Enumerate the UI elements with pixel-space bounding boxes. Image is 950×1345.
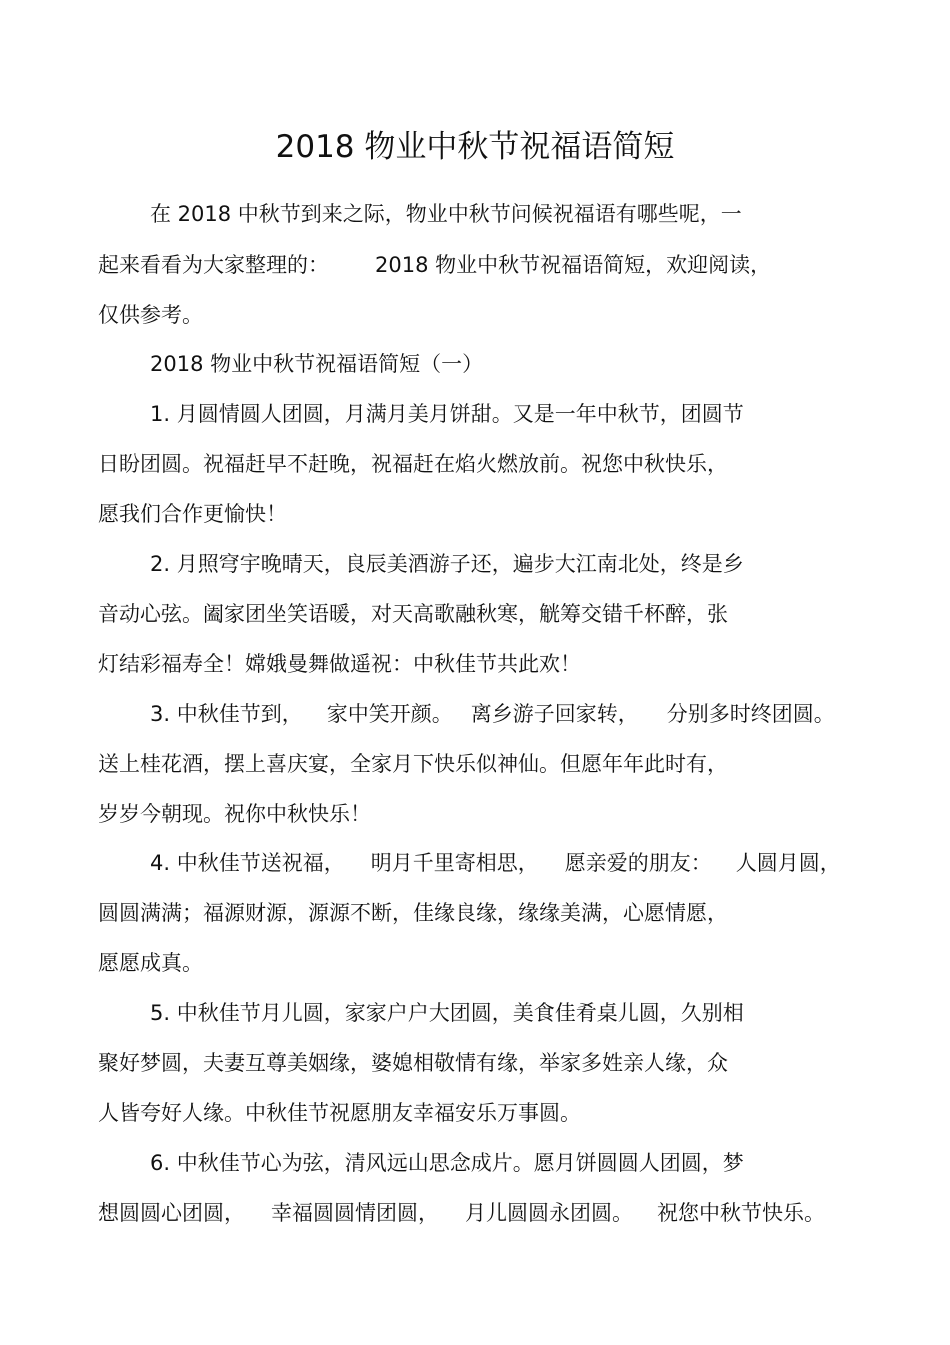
- paragraph-line: 日盼团圆。祝福赶早不赶晚，祝福赶在焰火燃放前。祝您中秋快乐，: [98, 452, 728, 476]
- text-segment: 3. 中秋佳节到，: [150, 702, 303, 726]
- text-segment: 幸福圆圆情团圆，: [271, 1201, 439, 1225]
- paragraph-line: 愿我们合作更愉快！: [98, 502, 287, 526]
- paragraph-line: 音动心弦。阖家团坐笑语暖，对天高歌融秋寒，觥筹交错千杯醉，张: [98, 602, 728, 626]
- text-segment: 祝您中秋节快乐。: [657, 1201, 825, 1225]
- text-segment: 愿亲爱的朋友：: [564, 851, 712, 875]
- paragraph-line: 圆圆满满；福源财源，源源不断，佳缘良缘，缘缘美满，心愿情愿，: [98, 901, 728, 925]
- text-segment: 家中笑开颜。: [326, 702, 453, 726]
- text-segment: 2018 物业中秋节祝福语简短，欢迎阅读，: [375, 253, 772, 277]
- paragraph-line: 愿愿成真。: [98, 951, 203, 975]
- paragraph-line: [98, 1198, 825, 1228]
- paragraph-line: 灯结彩福寿全！嫦娥曼舞做遥祝：中秋佳节共此欢！: [98, 652, 581, 676]
- paragraph-line: 岁岁今朝现。祝你中秋快乐！: [98, 802, 371, 826]
- paragraph-line: 5. 中秋佳节月儿圆，家家户户大团圆，美食佳肴桌儿圆，久别相: [150, 1001, 744, 1025]
- paragraph-line: 聚好梦圆，夫妻互尊美姻缘，婆媳相敬情有缘，举家多姓亲人缘，众: [98, 1051, 728, 1075]
- paragraph-line: [150, 699, 835, 729]
- text-segment: 离乡游子回家转，: [470, 702, 639, 726]
- paragraph-line: 仅供参考。: [98, 303, 203, 327]
- text-segment: 想圆圆心团圆，: [98, 1201, 245, 1225]
- paragraph-line: 送上桂花酒，摆上喜庆宴，全家月下快乐似神仙。但愿年年此时有，: [98, 752, 728, 776]
- text-segment: 明月千里寄相思，: [370, 851, 539, 875]
- text-segment: 月儿圆圆永团圆。: [465, 1201, 633, 1225]
- paragraph-line: 人皆夸好人缘。中秋佳节祝愿朋友幸福安乐万事圆。: [98, 1101, 581, 1125]
- paragraph-line: [98, 250, 771, 280]
- document-title: 2018 物业中秋节祝福语简短: [275, 129, 675, 165]
- paragraph-line: 2. 月照穹宇晚晴天，良辰美酒游子还，遍步大江南北处，终是乡: [150, 552, 744, 576]
- paragraph-line: [150, 848, 841, 878]
- text-segment: 分别多时终团圆。: [666, 702, 835, 726]
- text-segment: 人圆月圆，: [735, 851, 841, 875]
- paragraph-line: 在 2018 中秋节到来之际，物业中秋节问候祝福语有哪些呢，一: [150, 202, 742, 226]
- section-heading: 2018 物业中秋节祝福语简短（一）: [150, 352, 484, 376]
- paragraph-line: 1. 月圆情圆人团圆，月满月美月饼甜。又是一年中秋节，团圆节: [150, 402, 744, 426]
- text-segment: 4. 中秋佳节送祝福，: [150, 851, 345, 875]
- paragraph-line: 6. 中秋佳节心为弦，清风远山思念成片。愿月饼圆圆人团圆，梦: [150, 1151, 744, 1175]
- text-segment: 起来看看为大家整理的：: [98, 253, 329, 277]
